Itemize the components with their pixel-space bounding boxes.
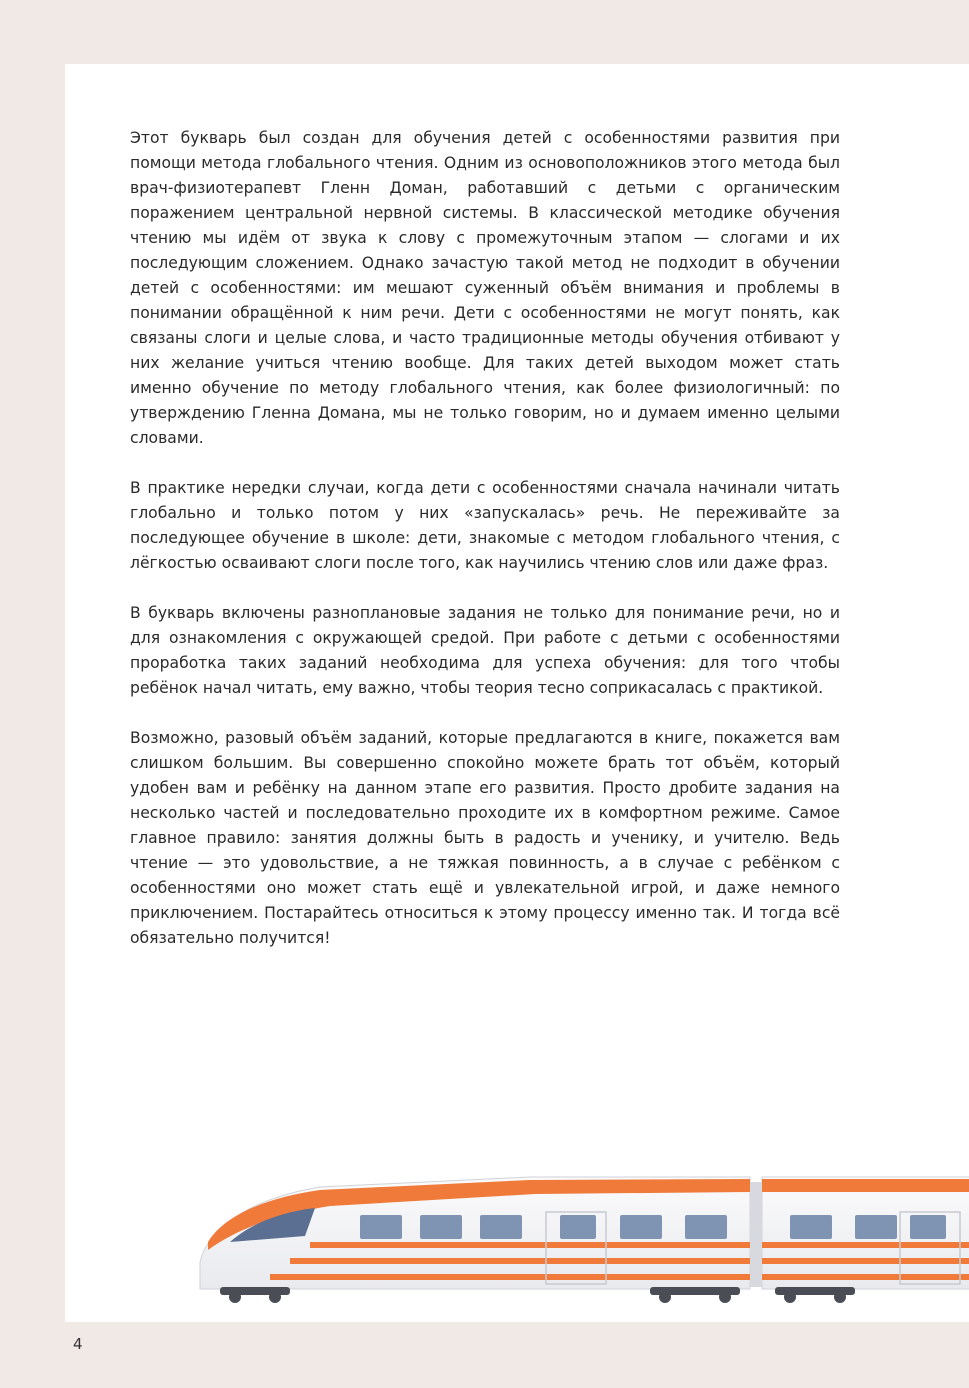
body-text — [130, 126, 840, 951]
paragraph-2: В практике нередки случаи, когда дети с особенностями сначала начинали читать глобально и только потом у них «запускалась» речь. Не переживайте за последующее обучение в школе: дети, знакомые с методом глобального чтения, с лёгкостью осваивают слоги после того, как научились чтению слов или даже фраз. — [130, 479, 840, 572]
paragraph-3: В букварь включены разноплановые задания не только для понимание речи, но и для ознакомления с окружающей средой. При работе с детьми с особенностями проработка таких заданий необходима для успеха обучения: для того чтобы ребёнок начал читать, ему важно, чтобы теория тесно соприкасалась с практикой. — [130, 604, 840, 697]
paragraph-1: Этот букварь был создан для обучения детей с особенностями развития при помощи метода глобального чтения. Одним из основоположников этого метода был врач-физиотерапевт Гленн Доман, работавший с детьми с органическим поражением центральной нервной системы. В классической методике обучения чтению мы идём от звука к слову с промежуточным этапом — слогами и их последующим сложением. Однако зачастую такой метод не подходит в обучении детей с особенностями: им мешают суженный объём внимания и проблемы в понимании обращённой к ним речи. Дети с особенностями не могут понять, как связаны слоги и целые слова, и часто традиционные методы обучения отбивают у них желание учиться чтению вообще. Для таких детей выходом может стать именно обучение по методу глобального чтения, как более физиологичный: по утверждению Гленна Домана, мы не только говорим, но и думаем именно целыми словами. — [130, 129, 840, 447]
book-page — [65, 64, 969, 1322]
train-icon — [130, 1142, 969, 1317]
paragraph-4: Возможно, разовый объём заданий, которые предлагаются в книге, покажется вам слишком большим. Вы совершенно спокойно можете брать тот объём, который удобен вам и ребёнку на данном этапе его развития. Просто дробите задания на несколько частей и последовательно проходите их в комфортном режиме. Самое главное правило: занятия должны быть в радость и ученику, и учителю. Ведь чтение — это удовольствие, а не тяжкая повинность, а в случае с ребёнком с особенностями оно может стать ещё и увлекательной игрой, и даже немного приключением. Постарайтесь относиться к этому процессу именно так. И тогда всё обязательно получится! — [130, 729, 840, 947]
page-number: 4 — [73, 1335, 83, 1353]
